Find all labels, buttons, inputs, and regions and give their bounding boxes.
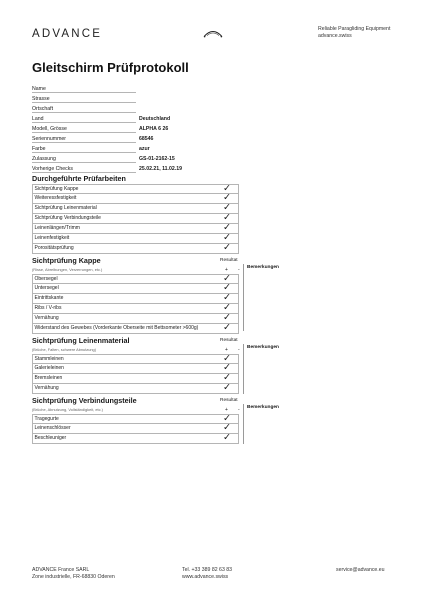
check-label: Sichtprüfung Kappe xyxy=(34,186,79,192)
check-row xyxy=(32,314,239,324)
footer-email-link[interactable]: service@advance.eu xyxy=(336,567,385,573)
check-label: Sichtprüfung Verbindungsteile xyxy=(34,215,101,221)
info-value: azur xyxy=(139,146,150,152)
section-subtitle: (Risse, Abreibungen, Verzerrungen, etc.) xyxy=(32,267,103,272)
section-subtitle: (Brüche, Abnutzung, Vollständigkeit, etc.) xyxy=(32,407,103,412)
result-header: Resultat xyxy=(220,338,238,343)
info-label: Strasse xyxy=(32,96,50,102)
checkmark-icon[interactable]: ✓ xyxy=(223,382,231,393)
check-label: Porositätsprüfung xyxy=(34,245,74,251)
checkmark-icon[interactable]: ✓ xyxy=(223,413,231,424)
checkmark-icon[interactable]: ✓ xyxy=(223,232,231,243)
check-label: Bremsleinen xyxy=(34,375,63,381)
info-row xyxy=(32,135,154,143)
info-label: Ortschaft xyxy=(32,106,54,112)
check-row xyxy=(32,294,239,304)
footer-address: Zone industrielle, FR-68830 Oderen xyxy=(32,574,115,580)
check-row xyxy=(32,244,239,254)
footer-contact xyxy=(182,567,232,581)
plus-column-header: + xyxy=(225,407,228,413)
check-row xyxy=(32,284,239,294)
info-value: 68546 xyxy=(139,136,154,142)
column-divider xyxy=(243,264,244,331)
check-label: Galerieleinen xyxy=(34,365,64,371)
checkmark-icon[interactable]: ✓ xyxy=(223,302,231,313)
info-row xyxy=(32,105,136,113)
section-title: Sichtprüfung Kappe xyxy=(32,256,101,265)
info-value: Deutschland xyxy=(139,116,171,122)
check-label: Widerstand des Gewebes (Vorderkante Oberseite mit Bettsometer >600g) xyxy=(34,325,199,331)
info-label: Land xyxy=(32,116,44,122)
check-label: Leinenschlösser xyxy=(34,425,71,431)
checkmark-icon[interactable]: ✓ xyxy=(223,183,231,194)
tagline xyxy=(318,26,390,40)
minus-column-header: - xyxy=(238,347,240,353)
footer-website-link[interactable]: www.advance.swiss xyxy=(182,574,229,580)
checkmark-icon[interactable]: ✓ xyxy=(223,422,231,433)
info-label: Farbe xyxy=(32,146,46,152)
plus-column-header: + xyxy=(225,347,228,353)
paraglider-logo-icon xyxy=(203,28,223,40)
check-row xyxy=(32,224,239,234)
check-row xyxy=(32,274,239,284)
check-row xyxy=(32,214,239,224)
check-label: Beschleuniger xyxy=(34,435,67,441)
check-label: Stammleinen xyxy=(34,356,64,362)
info-row xyxy=(32,95,136,103)
check-label: Untersegel xyxy=(34,285,59,291)
check-label: Tragegurte xyxy=(34,416,59,422)
check-row xyxy=(32,184,239,194)
section-title: Sichtprüfung Leinenmaterial xyxy=(32,336,130,345)
info-value: GS-01-2162-15 xyxy=(139,156,175,162)
remarks-header: Bemerkungen xyxy=(247,345,279,350)
checkmark-icon[interactable]: ✓ xyxy=(223,432,231,443)
check-row xyxy=(32,354,239,364)
info-row xyxy=(32,155,175,163)
checkmark-icon[interactable]: ✓ xyxy=(223,202,231,213)
info-label: Zulassung xyxy=(32,156,56,162)
check-label: Sichtprüfung Leinenmaterial xyxy=(34,205,97,211)
checkmark-icon[interactable]: ✓ xyxy=(223,282,231,293)
checkmark-icon[interactable]: ✓ xyxy=(223,242,231,253)
info-row xyxy=(32,145,150,153)
column-divider xyxy=(243,344,244,394)
check-row xyxy=(32,384,239,394)
remarks-header: Bemerkungen xyxy=(247,265,279,270)
footer-phone[interactable]: Tel. +33 389 82 63 83 xyxy=(182,567,233,573)
check-row xyxy=(32,434,239,444)
footer-company xyxy=(32,567,115,581)
check-row xyxy=(32,414,239,424)
checkmark-icon[interactable]: ✓ xyxy=(223,273,231,284)
result-header: Resultat xyxy=(220,398,238,403)
check-row xyxy=(32,424,239,434)
info-row xyxy=(32,115,171,123)
page-title: Gleitschirm Prüfprotokoll xyxy=(32,60,189,75)
plus-column-header: + xyxy=(225,267,228,273)
checkmark-icon[interactable]: ✓ xyxy=(223,353,231,364)
checkmark-icon[interactable]: ✓ xyxy=(223,312,231,323)
checkmark-icon[interactable]: ✓ xyxy=(223,362,231,373)
check-row xyxy=(32,194,239,204)
check-label: Weiteressfestigkeit xyxy=(34,195,77,201)
check-label: Vernähung xyxy=(34,315,59,321)
result-header: Resultat xyxy=(220,258,238,263)
section-subtitle: (Brüche, Falten, schwere Abnutzung) xyxy=(32,347,97,352)
brand-logo-text: ADVANCE xyxy=(32,28,103,40)
check-label: Leinenfestigkeit xyxy=(34,235,70,241)
footer-company-name: ADVANCE France SARL xyxy=(32,567,90,573)
info-label: Vorherige Checks xyxy=(32,166,73,172)
check-row xyxy=(32,204,239,214)
info-row xyxy=(32,165,182,173)
check-label: Vernähung xyxy=(34,385,59,391)
check-row xyxy=(32,304,239,314)
info-row xyxy=(32,85,136,93)
minus-column-header: - xyxy=(238,267,240,273)
check-label: Obersegel xyxy=(34,276,58,282)
info-value: ALPHA 6 26 xyxy=(139,126,169,132)
tagline-website: advance.swiss xyxy=(318,33,352,39)
info-label: Name xyxy=(32,86,46,92)
minus-column-header: - xyxy=(238,407,240,413)
check-label: Leinenlängen/Trimm xyxy=(34,225,80,231)
tagline-line: Reliable Paragliding Equipment xyxy=(318,26,391,32)
check-row xyxy=(32,324,239,334)
section-title: Durchgeführte Prüfarbeiten xyxy=(32,174,126,183)
checkmark-icon[interactable]: ✓ xyxy=(223,292,231,303)
checkmark-icon[interactable]: ✓ xyxy=(223,192,231,203)
check-label: Eintrittskante xyxy=(34,295,64,301)
check-row xyxy=(32,234,239,244)
checkmark-icon[interactable]: ✓ xyxy=(223,372,231,383)
checkmark-icon[interactable]: ✓ xyxy=(223,212,231,223)
info-label: Modell, Grösse xyxy=(32,126,67,132)
checkmark-icon[interactable]: ✓ xyxy=(223,322,231,333)
check-label: Ribs / V-ribs xyxy=(34,305,62,311)
checkmark-icon[interactable]: ✓ xyxy=(223,222,231,233)
info-value: 25.02.21, 11.02.19 xyxy=(139,166,182,172)
section-title: Sichtprüfung Verbindungsteile xyxy=(32,396,137,405)
info-row xyxy=(32,125,169,133)
remarks-header: Bemerkungen xyxy=(247,405,279,410)
column-divider xyxy=(243,404,244,444)
check-row xyxy=(32,364,239,374)
info-label: Seriennummer xyxy=(32,136,67,142)
check-row xyxy=(32,374,239,384)
